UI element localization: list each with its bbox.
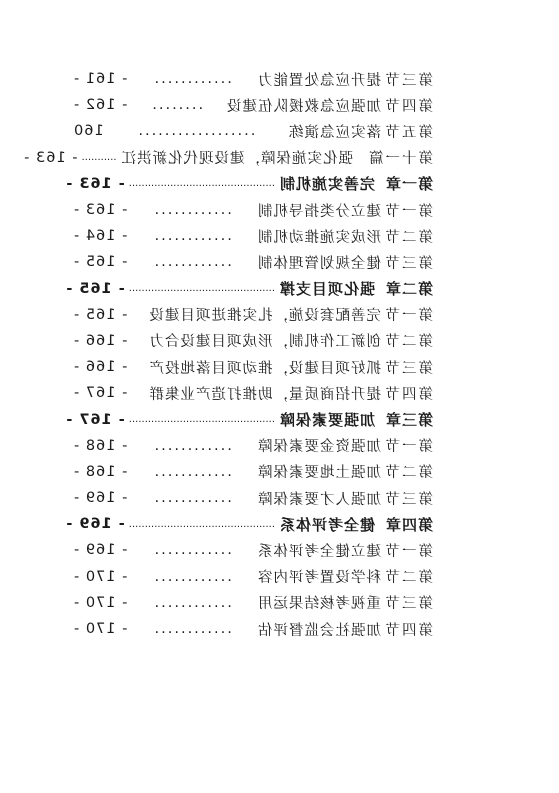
toc-entry-title: 提升招商质量，助推打造产业集群 <box>148 386 381 403</box>
toc-entry-heading <box>149 330 434 351</box>
toc-entry-heading <box>257 461 433 482</box>
toc-entry-number: 第一节 <box>383 439 433 456</box>
toc-entry-number: 第二节 <box>383 334 433 351</box>
toc-entry-heading <box>257 619 433 640</box>
toc-entry-section <box>73 328 433 354</box>
toc-entry-section <box>73 380 433 406</box>
toc-entry-section <box>73 590 433 616</box>
toc-entry-chapter <box>65 171 433 197</box>
toc-entry-leader: .................. <box>136 123 256 140</box>
toc-entry-number: 第一节 <box>383 543 433 560</box>
toc-entry-number: 第四章 <box>384 515 433 534</box>
toc-entry-title: 提升应急处置能力 <box>257 72 381 89</box>
toc-entry-leader: ............ <box>152 254 232 271</box>
toc-entry-page-number: - 165 - <box>73 306 128 323</box>
toc-entry-leader: ............ <box>152 202 232 219</box>
toc-entry-section <box>73 118 433 144</box>
toc-entry-page-number: - 165 - <box>65 280 125 297</box>
toc-entry-section <box>73 249 433 275</box>
toc-entry-number: 第三节 <box>383 72 433 89</box>
toc-entry-heading <box>226 95 433 116</box>
toc-entry-heading <box>279 514 433 535</box>
toc-entry-page-number: - 169 - <box>65 516 125 533</box>
toc-entry-number: 第一节 <box>383 308 433 325</box>
toc-entry-leader: ........ <box>150 97 204 114</box>
toc-entry-number: 第二章 <box>384 280 433 299</box>
toc-entry-leader: ............ <box>152 437 232 454</box>
toc-entry-heading <box>121 147 434 168</box>
toc-entry-title: 形成实施推动机制 <box>257 229 381 246</box>
toc-entry-title: 健全规划管理体制 <box>257 255 381 272</box>
toc-entry-part <box>23 145 433 171</box>
toc-entry-title: 强化项目支撑 <box>278 280 375 299</box>
toc-entry-page-number: - 167 - <box>65 411 125 428</box>
toc-entry-chapter <box>65 406 433 432</box>
toc-entry-page-number: - 168 - <box>73 437 128 454</box>
toc-entry-heading <box>279 173 433 194</box>
toc-entry-number: 第二节 <box>383 465 433 482</box>
toc-entry-page-number: 160 <box>73 123 104 140</box>
toc-entry-number: 第二节 <box>383 229 433 246</box>
toc-entry-heading <box>288 121 433 142</box>
toc-entry-leader: ............ <box>152 568 232 585</box>
toc-entry-title: 加强应急救援队伍建设 <box>226 98 381 115</box>
toc-entry-section <box>73 537 433 563</box>
toc-entry-heading <box>279 278 433 299</box>
toc-entry-title: 完善配套设施，扎实推进项目建设 <box>148 308 381 325</box>
toc-entry-heading <box>257 252 433 273</box>
toc-entry-section <box>73 564 433 590</box>
toc-entry-heading <box>149 304 434 325</box>
toc-entry-page-number: - 163 - <box>65 175 125 192</box>
toc-entry-chapter <box>65 276 433 302</box>
toc-entry-number: 第四节 <box>383 98 433 115</box>
toc-entry-section <box>73 459 433 485</box>
toc-entry-title: 加强人才要素保障 <box>257 491 381 508</box>
toc-entry-title: 强化实施保障，建设现代化新洪江 <box>120 151 353 168</box>
toc-entry-heading <box>257 566 433 587</box>
toc-entry-heading <box>257 592 433 613</box>
toc-entry-title: 加强资金要素保障 <box>257 439 381 456</box>
toc-entry-leader: ............ <box>152 594 232 611</box>
toc-entry-page-number: - 169 - <box>73 542 128 559</box>
toc-entry-page-number: - 170 - <box>73 594 128 611</box>
toc-entry-page-number: - 165 - <box>73 254 128 271</box>
toc-entry-title: 建立分类指导机制 <box>257 203 381 220</box>
toc-entry-leader: .............................................. <box>128 414 275 426</box>
toc-entry-title: 科学设置考评内容 <box>257 570 381 587</box>
toc-entry-title: 加强社会监督评估 <box>257 622 381 639</box>
toc-entry-title: 创新工作机制，形成项目建设合力 <box>148 334 381 351</box>
toc-entry-leader: .............................................. <box>128 178 275 190</box>
toc-entry-leader: ........... <box>81 152 117 164</box>
toc-entry-page-number: - 166 - <box>73 332 128 349</box>
toc-entry-section <box>73 66 433 92</box>
toc-entry-page-number: - 170 - <box>73 621 128 638</box>
toc-entry-leader: ............ <box>152 71 232 88</box>
toc-entry-section <box>73 92 433 118</box>
toc-entry-section <box>73 433 433 459</box>
toc-entry-page-number: - 163 - <box>23 149 78 166</box>
toc-entry-section <box>73 485 433 511</box>
toc-entry-number: 第三节 <box>383 596 433 613</box>
toc-entry-leader: ............ <box>152 463 232 480</box>
toc-entry-number: 第三章 <box>384 411 433 430</box>
toc-entry-heading <box>149 357 434 378</box>
toc-entry-number: 第三节 <box>383 255 433 272</box>
toc-entry-heading <box>257 435 433 456</box>
toc-entry-page-number: - 166 - <box>73 359 128 376</box>
toc-entry-title: 健全考评体系 <box>278 515 375 534</box>
toc-entry-number: 第一章 <box>384 175 433 194</box>
toc-entry-heading <box>149 383 434 404</box>
toc-entry-heading <box>257 540 433 561</box>
toc-entry-title: 落实应急演练 <box>288 124 381 141</box>
toc-entry-section <box>73 302 433 328</box>
toc-entry-heading <box>257 200 433 221</box>
toc-entry-page-number: - 162 - <box>73 97 128 114</box>
toc-entry-number: 第一节 <box>383 203 433 220</box>
toc-entry-number: 第十一篇 <box>367 151 433 168</box>
toc-entry-number: 第四节 <box>383 386 433 403</box>
toc-entry-page-number: - 167 - <box>73 385 128 402</box>
toc-entry-page-number: - 170 - <box>73 568 128 585</box>
toc-entry-leader: .............................................. <box>128 518 275 530</box>
toc-entry-number: 第三节 <box>383 360 433 377</box>
toc-entry-heading <box>257 488 433 509</box>
toc-entry-chapter <box>65 511 433 537</box>
toc-entry-number: 第二节 <box>383 570 433 587</box>
toc-entry-heading <box>257 226 433 247</box>
toc-entry-section <box>73 223 433 249</box>
toc-entry-page-number: - 163 - <box>73 202 128 219</box>
toc-entry-leader: ............ <box>152 228 232 245</box>
toc-entry-title: 建立健全考评体系 <box>257 543 381 560</box>
toc-entry-leader: ............ <box>152 542 232 559</box>
toc-entry-heading <box>279 409 433 430</box>
table-of-contents <box>23 66 433 642</box>
toc-entry-page-number: - 161 - <box>73 71 128 88</box>
toc-entry-heading <box>257 69 433 90</box>
toc-entry-title: 加强土地要素保障 <box>257 465 381 482</box>
toc-entry-page-number: - 169 - <box>73 490 128 507</box>
toc-entry-title: 加强要素保障 <box>278 411 375 430</box>
toc-entry-number: 第三节 <box>383 491 433 508</box>
toc-entry-title: 完善实施机制 <box>278 175 375 194</box>
toc-entry-title: 重视考核结果运用 <box>257 596 381 613</box>
toc-entry-number: 第四节 <box>383 622 433 639</box>
toc-entry-leader: ............ <box>152 621 232 638</box>
toc-entry-section <box>73 197 433 223</box>
toc-entry-page-number: - 168 - <box>73 463 128 480</box>
toc-entry-section <box>73 616 433 642</box>
toc-entry-section <box>73 354 433 380</box>
toc-entry-title: 抓好项目建设，推动项目落地投产 <box>148 360 381 377</box>
toc-entry-leader: ............ <box>152 490 232 507</box>
toc-entry-page-number: - 164 - <box>73 228 128 245</box>
toc-entry-number: 第五节 <box>383 124 433 141</box>
toc-entry-leader: .............................................. <box>128 283 275 295</box>
